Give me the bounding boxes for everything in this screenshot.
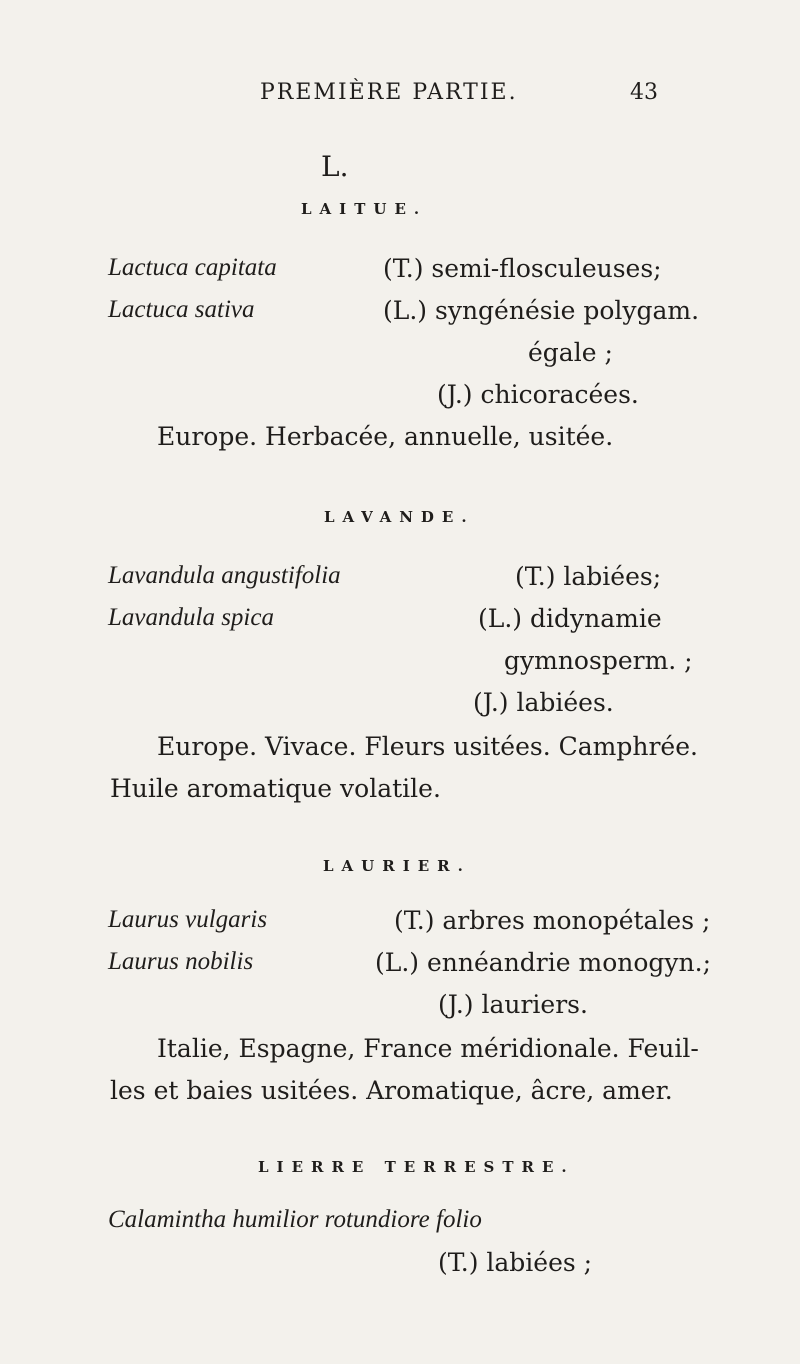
classification-text: (J.) lauriers. <box>438 990 588 1019</box>
section-letter: L. <box>321 150 349 183</box>
classification-text: (T.) semi-flosculeuses; <box>383 254 662 283</box>
entry-title-lavande: LAVANDE. <box>324 508 475 526</box>
classification-text: (J.) chicoracées. <box>437 380 639 409</box>
classification-text: (L.) ennéandrie monogyn.; <box>375 948 711 977</box>
description-text: Europe. Herbacée, annuelle, usitée. <box>157 422 614 451</box>
latin-name: Calamintha humilior rotundiore folio <box>108 1206 482 1233</box>
latin-name: Lactuca sativa <box>108 296 255 323</box>
classification-text: (T.) labiées; <box>515 562 662 591</box>
description-text: Huile aromatique volatile. <box>110 774 441 803</box>
entry-title-laitue: LAITUE. <box>301 200 428 218</box>
latin-name: Lavandula angustifolia <box>108 562 341 589</box>
entry-title-laurier: LAURIER. <box>323 857 471 875</box>
latin-name: Laurus nobilis <box>108 948 254 975</box>
classification-text: (J.) labiées. <box>473 688 614 717</box>
description-text: les et baies usitées. Aromatique, âcre, amer. <box>110 1076 673 1105</box>
page-number: 43 <box>630 80 658 105</box>
classification-text: (L.) didynamie <box>478 604 662 633</box>
classification-text: égale ; <box>528 338 613 367</box>
classification-text: gymnosperm. ; <box>504 646 693 675</box>
latin-name: Lactuca capitata <box>108 254 277 281</box>
classification-text: (T.) labiées ; <box>438 1248 593 1277</box>
description-text: Europe. Vivace. Fleurs usitées. Camphrée. <box>157 732 698 761</box>
entry-title-lierre-terrestre: LIERRE TERRESTRE. <box>258 1158 575 1176</box>
running-head: PREMIÈRE PARTIE. <box>260 80 518 105</box>
classification-text: (T.) arbres monopétales ; <box>394 906 711 935</box>
latin-name: Laurus vulgaris <box>108 906 268 933</box>
description-text: Italie, Espagne, France méridionale. Feuil- <box>157 1034 699 1063</box>
classification-text: (L.) syngénésie polygam. <box>383 296 700 325</box>
latin-name: Lavandula spica <box>108 604 274 631</box>
